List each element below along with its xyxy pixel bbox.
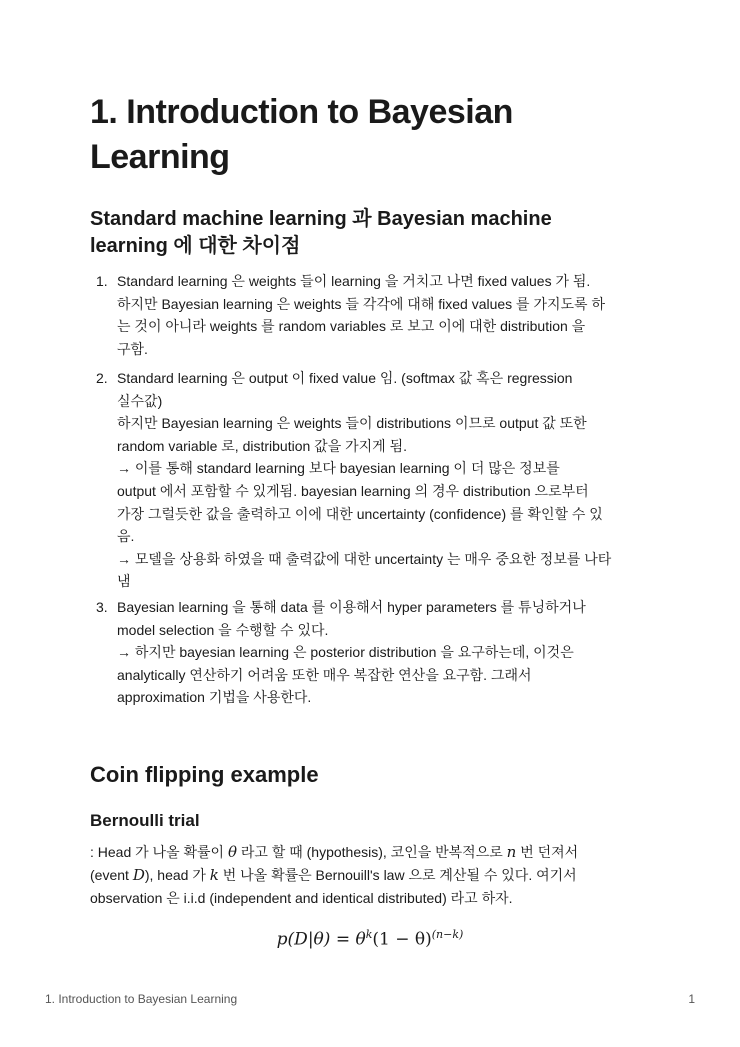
paragraph — [90, 841, 578, 910]
list-number: 1. — [96, 273, 108, 289]
page-title — [90, 90, 513, 180]
list-item — [96, 596, 586, 709]
list-line: 음. — [117, 528, 135, 545]
formula-exp: (n−k) — [431, 928, 464, 941]
list-item — [96, 367, 611, 593]
list-number: 3. — [96, 599, 108, 615]
paragraph-line — [90, 864, 578, 887]
list-line: 구함. — [117, 340, 148, 357]
list-item — [96, 270, 605, 360]
paragraph-line: observation 은 i.i.d (independent and identical distributed) 라고 하자. — [90, 890, 513, 906]
text: 번 던져서 — [516, 844, 579, 860]
list-line: Standard learning 은 output 이 fixed value 임. (softmax 값 혹은 regression — [117, 370, 573, 386]
list-line: 가장 그럴듯한 값을 출력하고 이에 대한 uncertainty (confidence) 를 확인할 수 있 — [117, 505, 603, 522]
list-line: → 하지만 bayesian learning 은 posterior distribution 을 요구하는데, 이것은 — [117, 644, 574, 661]
list-line: 실수값) — [117, 392, 163, 409]
section-heading: Coin flipping example — [90, 762, 319, 787]
formula-exp-k: k — [365, 928, 373, 941]
list-line: 냄 — [117, 573, 131, 590]
text: (event — [90, 867, 133, 883]
bernoulli-formula — [0, 928, 740, 950]
list-line: 하지만 Bayesian learning 은 weights 들이 distributions 이므로 output 값 또한 — [117, 415, 587, 432]
list-line: analytically 연산하기 어려움 또한 매우 복잡한 연산을 요구함. 그래서 — [117, 666, 532, 683]
list-line: approximation 기법을 사용한다. — [117, 689, 312, 706]
subtitle-line: Standard machine learning 과 Bayesian machine — [90, 208, 552, 230]
list-number: 2. — [96, 370, 108, 386]
text: : Head 가 나올 확률이 — [90, 844, 228, 860]
formula-mid: (1 − θ) — [372, 929, 432, 950]
list-line: 는 것이 아니라 weights 를 random variables 로 보고 이에 대한 distribution 을 — [117, 318, 586, 335]
list-line: 하지만 Bayesian learning 은 weights 들 각각에 대해 fixed values 를 가지도록 하 — [117, 295, 605, 312]
math-n: n — [506, 843, 517, 861]
title-line: Learning — [90, 138, 230, 176]
title-line: 1. Introduction to Bayesian — [90, 93, 513, 131]
list-line: → 이를 통해 standard learning 보다 bayesian learning 이 더 많은 정보를 — [117, 460, 560, 477]
subtitle-line: learning 에 대한 차이점 — [90, 235, 301, 257]
formula-lhs: p(D|θ) = θ — [276, 929, 366, 950]
list-line: output 에서 포함할 수 있게됨. bayesian learning 의 경우 distribution 으로부터 — [117, 482, 589, 499]
list-line: Bayesian learning 을 통해 data 를 이용해서 hyper parameters 를 튜닝하거나 — [117, 599, 586, 615]
page-number: 1 — [688, 992, 695, 1006]
subsection-heading: Bernoulli trial — [90, 811, 200, 830]
list-line: random variable 로, distribution 값을 가지게 됨. — [117, 437, 407, 454]
text: 라고 할 때 (hypothesis), 코인을 반복적으로 — [236, 844, 507, 860]
math-theta: θ — [227, 843, 237, 861]
footer-title: 1. Introduction to Bayesian Learning — [45, 992, 238, 1006]
text: 번 나올 확률은 Bernouill's law 으로 계산될 수 있다. 여기서 — [218, 867, 577, 883]
list-line: Standard learning 은 weights 들이 learning 을 거치고 나면 fixed values 가 됨. — [117, 273, 591, 289]
text: ), head 가 — [144, 867, 210, 883]
paragraph-line — [90, 841, 578, 864]
math-d: D — [132, 866, 145, 884]
math-k: k — [209, 866, 219, 884]
section-subtitle — [90, 206, 552, 260]
list-line: → 모델을 상용화 하였을 때 출력값에 대한 uncertainty 는 매우 중요한 정보를 나타 — [117, 550, 612, 567]
list-line: model selection 을 수행할 수 있다. — [117, 621, 329, 638]
